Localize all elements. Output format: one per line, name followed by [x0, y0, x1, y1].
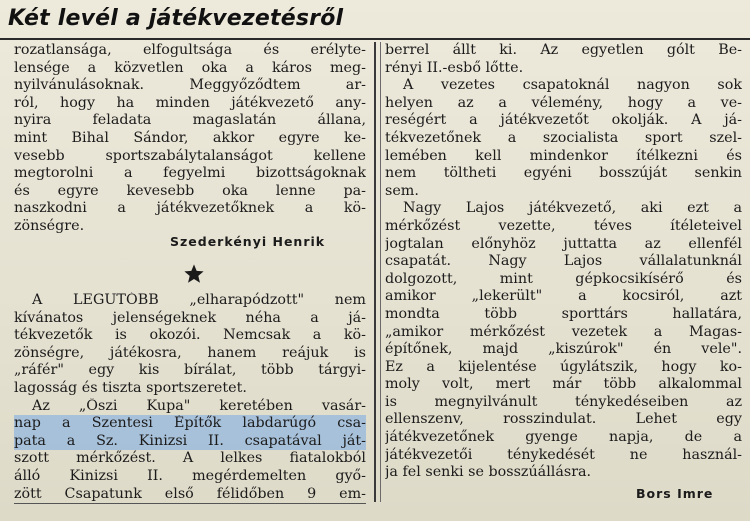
- column-divider: [374, 42, 376, 502]
- bottom-rule: [14, 503, 366, 504]
- column-divider-thin: [380, 42, 381, 502]
- highlighted-line: pata a Sz. Kinizsi II. csapatával ját-: [14, 432, 366, 449]
- text-line: nyira feladata magaslatán állana,: [14, 112, 366, 129]
- text-line: mérkőzést vezette, téves ítéleteivel: [385, 217, 742, 234]
- text-line: is megnyilvánult ténykedéseiben az: [385, 393, 742, 410]
- text-line: sem.: [385, 182, 419, 199]
- text-line: ellenszenv, rosszindulat. Lehet egy: [385, 411, 742, 428]
- text-line: zött Csapatunk első félidőben 9 em-: [14, 485, 366, 502]
- text-line: nem töltheti egyéni bosszúját senkin: [385, 165, 742, 182]
- headline-rule: [0, 38, 750, 40]
- text-line: Ez a kijelentése úgylátszik, hogy ko-: [385, 358, 742, 375]
- text-line: dolgozott, mint gépkocsikísérő és: [385, 270, 742, 287]
- text-line: vesebb sportszabálytalanságot kellene: [14, 147, 366, 164]
- text-line: mondta több sporttárs hallatára,: [385, 305, 742, 322]
- text-line: zönségre, játékosra, hanem reájuk is: [14, 344, 366, 361]
- article-headline: Két levél a játékvezetésről: [8, 6, 344, 31]
- signature-bors: Bors Imre: [636, 486, 714, 501]
- text-line: Az „Őszi Kupa" keretében vasár-: [32, 397, 366, 414]
- text-line: berrel állt ki. Az egyetlen gólt Be-: [385, 42, 742, 58]
- text-line: lensége a közvetlen oka a káros meg-: [14, 59, 366, 76]
- text-line: reségért a játékvezetőt okolják. A já-: [385, 112, 742, 129]
- right-column: [385, 42, 742, 482]
- text-line: szott mérkőzést. A lelkes fiatalokból: [14, 450, 366, 467]
- text-line: helyen az a vélemény, hogy a ve-: [385, 94, 742, 111]
- text-line: álló Kinizsi II. megérdemelten győ-: [14, 467, 366, 484]
- text-line: csapatát. Nagy Lajos vállalatunknál: [385, 253, 742, 270]
- text-line: nyilvánulásoknak. Meggyőződtem ar-: [14, 77, 366, 94]
- text-line: játékvezetőnek gyenge napja, de a: [385, 429, 742, 446]
- text-line: rényi II.-esbő lőtte.: [385, 59, 524, 76]
- text-line: mint Bihal Sándor, akkor egyre ke-: [14, 129, 366, 146]
- text-line: kívánatos jelenségeknek néha a já-: [14, 309, 366, 326]
- star-icon: [183, 263, 205, 285]
- text-line: ja fel senki se bosszúállásra.: [385, 464, 592, 481]
- text-line: és egyre kevesebb oka lenne pa-: [14, 182, 366, 199]
- text-line: tékvezetőnek a szocialista sport szel-: [385, 129, 742, 146]
- signature-szederkenyi: Szederkényi Henrik: [170, 234, 326, 249]
- left-second-letter: [14, 292, 366, 503]
- highlighted-line: nap a Szentesi Építők labdarúgó csa-: [14, 415, 366, 432]
- text-line: moly volt, mert már több alkalommal: [385, 376, 742, 393]
- text-line: lemében kell mindenkor ítélkezni és: [385, 147, 742, 164]
- text-line: játékvezetői ténykedését ne használ-: [385, 446, 742, 463]
- text-line: naszkodni a játékvezetőknek a kö-: [14, 200, 366, 217]
- text-line: építőnek, majd „kiszúrok" én vele".: [385, 341, 742, 358]
- text-line: ról, hogy ha minden játékvezető any-: [14, 94, 366, 111]
- text-line: rozatlansága, elfogultsága és erélyte-: [14, 42, 366, 58]
- left-column: [14, 42, 366, 236]
- text-line: jogtalan előnyhöz juttatta az ellenfél: [385, 235, 742, 252]
- text-line: megtorolni a fegyelmi bizottságoknak: [14, 165, 366, 182]
- text-line: A vezetes csapatoknál nagyon sok: [403, 77, 742, 94]
- text-line: tékvezetők is okozói. Nemcsak a kö-: [14, 327, 366, 344]
- text-line: „ráfér" egy kis bírálat, több tárgyi-: [14, 362, 366, 379]
- text-line: Nagy Lajos játékvezető, aki ezt a: [403, 200, 742, 217]
- text-line: lagosság és tiszta sportszeretet.: [14, 379, 247, 396]
- text-line: amikor „lekerült" a kocsiról, azt: [385, 288, 742, 305]
- text-line: „amikor mérkőzést vezetek a Magas-: [385, 323, 742, 340]
- text-line: zönségre.: [14, 217, 85, 234]
- text-line: A LEGUTÓBB „elharapódzott" nem: [32, 292, 366, 308]
- left-letter-ending: [14, 42, 366, 236]
